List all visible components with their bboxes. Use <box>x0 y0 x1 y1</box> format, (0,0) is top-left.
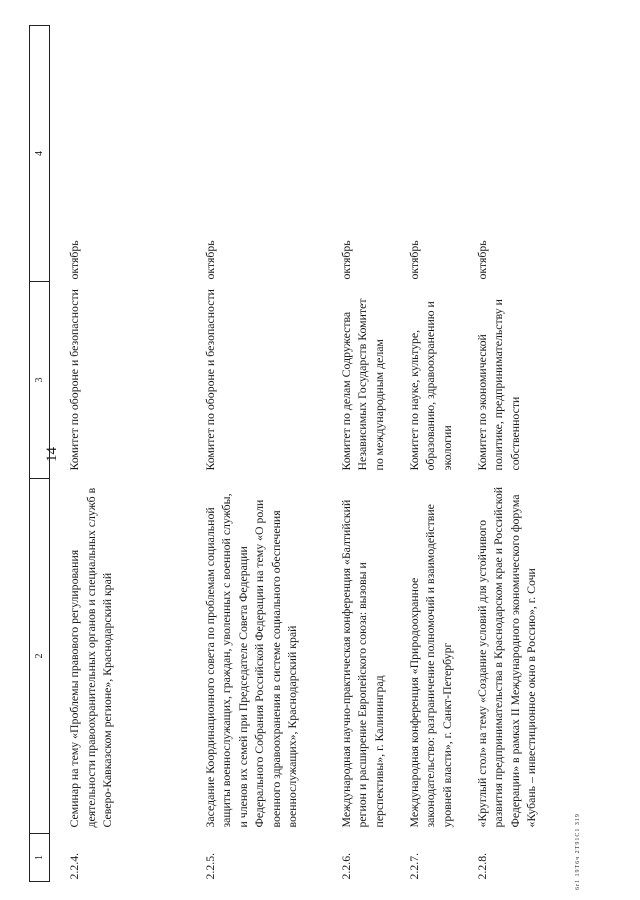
table-row <box>50 26 186 882</box>
event-month: октябрь <box>474 240 489 280</box>
item-number: 2.2.5. <box>202 852 217 880</box>
event-description: Семинар на тему «Проблемы правового регулирования деятельности правоохранительных органов и специальных служб в Северо-Кавказском регионе», Краснодарский край <box>67 487 114 828</box>
event-description: Заседание Координационного совета по проблемам социальной защиты военнослужащих, граждан, уволенных с военной службы, и членов их семей при Председателе Совета Федерации Федерального Собрания Российской Федерации на тему «О роли военного здравоохранения в системе социального обеспечения военнослужащих», Краснодарский край <box>202 493 299 828</box>
responsible-committee: Комитет по науке, культуре, образованию, здравоохранению и экологии <box>406 301 454 471</box>
table-row <box>322 26 390 882</box>
event-month: октябрь <box>338 240 353 280</box>
responsible-committee: Комитет по обороне и безопасности <box>67 289 81 471</box>
item-number: 2.2.4. <box>67 852 81 880</box>
header-col-1: 1 <box>30 834 50 882</box>
header-col-4: 4 <box>30 26 50 282</box>
event-description: Международная научно-практическая конференция «Балтийский регион и расширение Европейского союза: вызовы и перспективы», г. Калининград <box>338 499 386 828</box>
responsible-committee: Комитет по экономической политике, предпринимательству и собственности <box>474 299 522 471</box>
header-col-3: 3 <box>30 282 50 479</box>
item-number: 2.2.8. <box>474 852 489 880</box>
responsible-committee: Комитет по делам Содружества Независимых Государств Комитет по международным делам <box>338 298 386 471</box>
event-description: «Круглый стол» на тему «Создание условий для устойчивого развития предпринимательства в Краснодарском крае и Российской Федерации» в рамках II Международного экономического форума «Кубань – инвестиционное окно в Россию», г. Сочи <box>474 486 538 828</box>
print-code: 6r1 19Т6ч 2Т91С1 З19 <box>575 813 581 890</box>
table-row <box>186 26 322 882</box>
event-month: октябрь <box>406 240 421 280</box>
item-number: 2.2.6. <box>338 852 353 880</box>
item-number: 2.2.7. <box>406 852 421 880</box>
table-row <box>390 26 458 882</box>
table-row <box>458 26 566 882</box>
event-description: Международная конференция «Природоохранное законодательство: разграничение полномочий и взаимодействие уровней власти», г. Санкт-Петербург <box>406 504 454 828</box>
events-table <box>29 25 566 882</box>
header-row <box>30 26 50 882</box>
page-number: 14 <box>44 447 60 462</box>
event-month: октябрь <box>202 240 217 280</box>
header-col-2: 2 <box>30 479 50 834</box>
event-month: октябрь <box>67 240 81 280</box>
responsible-committee: Комитет по обороне и безопасности <box>202 289 217 471</box>
